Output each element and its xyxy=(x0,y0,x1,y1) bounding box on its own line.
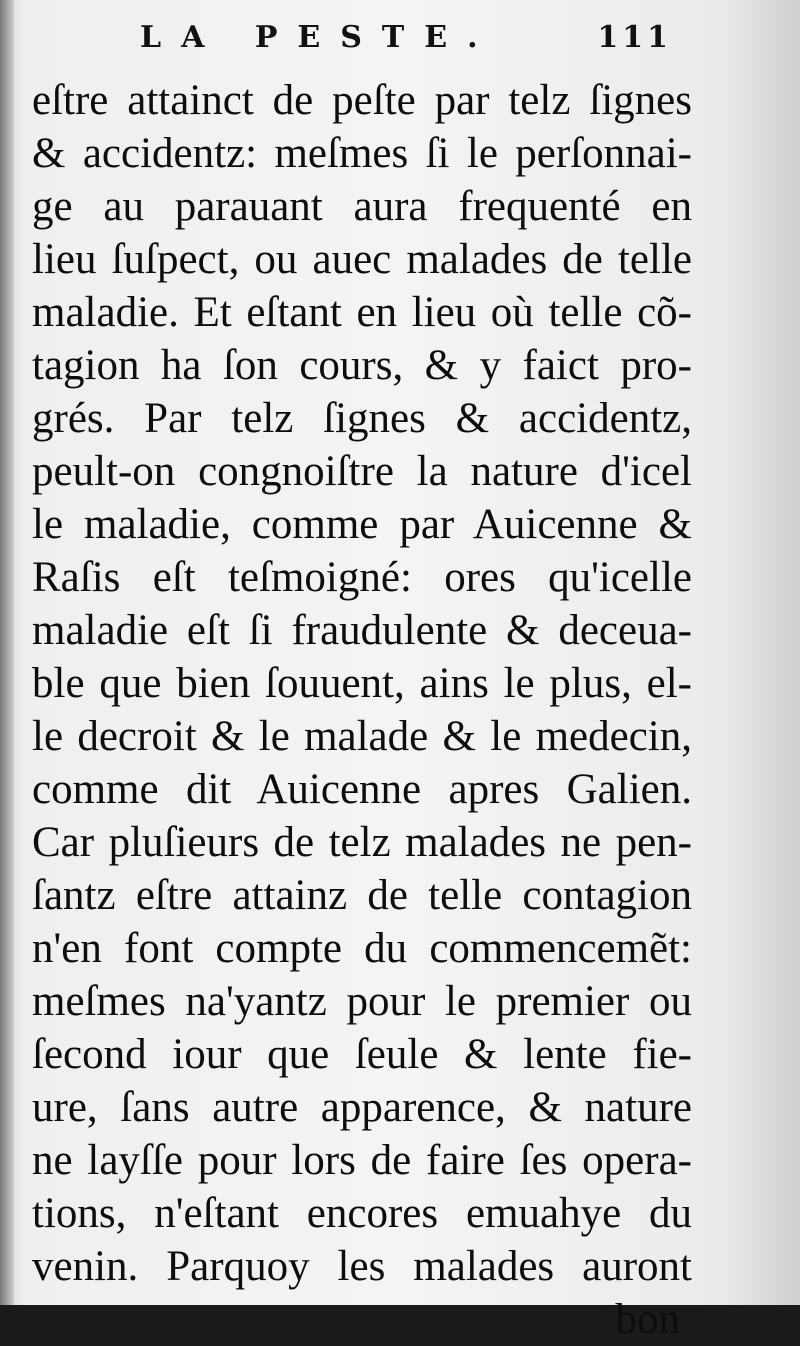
text-line: ne layſſe pour lors de faire ſes opera- xyxy=(32,1137,692,1184)
text-line: ge au parauant aura frequenté en xyxy=(32,183,692,230)
text-line: venin. Parquoy les malades auront xyxy=(32,1243,692,1290)
catchword: bon xyxy=(615,1296,680,1343)
text-line: comme dit Auicenne apres Galien. xyxy=(32,766,692,813)
text-line: n'en font compte du commencemẽt: xyxy=(32,925,692,972)
text-line: & accidentz: meſmes ſi le perſonnai- xyxy=(32,130,692,177)
text-line: maladie. Et eſtant en lieu où telle cõ- xyxy=(32,289,692,336)
text-line: ble que bien ſouuent, ains le plus, el- xyxy=(32,660,692,707)
text-line: Raſis eſt teſmoigné: ores qu'icelle xyxy=(32,554,692,601)
text-line: eſtre attainct de peſte par telz ſignes xyxy=(32,77,692,124)
text-line: le maladie, comme par Auicenne & xyxy=(32,501,692,548)
text-line: peult-on congnoiſtre la nature d'icel xyxy=(32,448,692,495)
text-line: grés. Par telz ſignes & accidentz, xyxy=(32,395,692,442)
text-line: tagion ha ſon cours, & y faict pro- xyxy=(32,342,692,389)
text-line: ure, ſans autre apparence, & nature xyxy=(32,1084,692,1131)
text-line: ſantz eſtre attainz de telle contagion xyxy=(32,872,692,919)
text-line: meſmes na'yantz pour le premier ou xyxy=(32,978,692,1025)
running-title: LA PESTE. xyxy=(140,20,498,55)
page-gutter-shadow xyxy=(0,0,14,1305)
body-text xyxy=(32,74,692,1346)
text-line: le decroit & le malade & le medecin, xyxy=(32,713,692,760)
text-line: maladie eſt ſi fraudulente & deceua- xyxy=(32,607,692,654)
page-number: 111 xyxy=(597,20,672,55)
text-line: lieu ſuſpect, ou auec malades de telle xyxy=(32,236,692,283)
text-line: ſecond iour que ſeule & lente fie- xyxy=(32,1031,692,1078)
running-head xyxy=(0,20,800,64)
text-line: tions, n'eſtant encores emuahye du xyxy=(32,1190,692,1237)
text-line: Car pluſieurs de telz malades ne pen- xyxy=(32,819,692,866)
